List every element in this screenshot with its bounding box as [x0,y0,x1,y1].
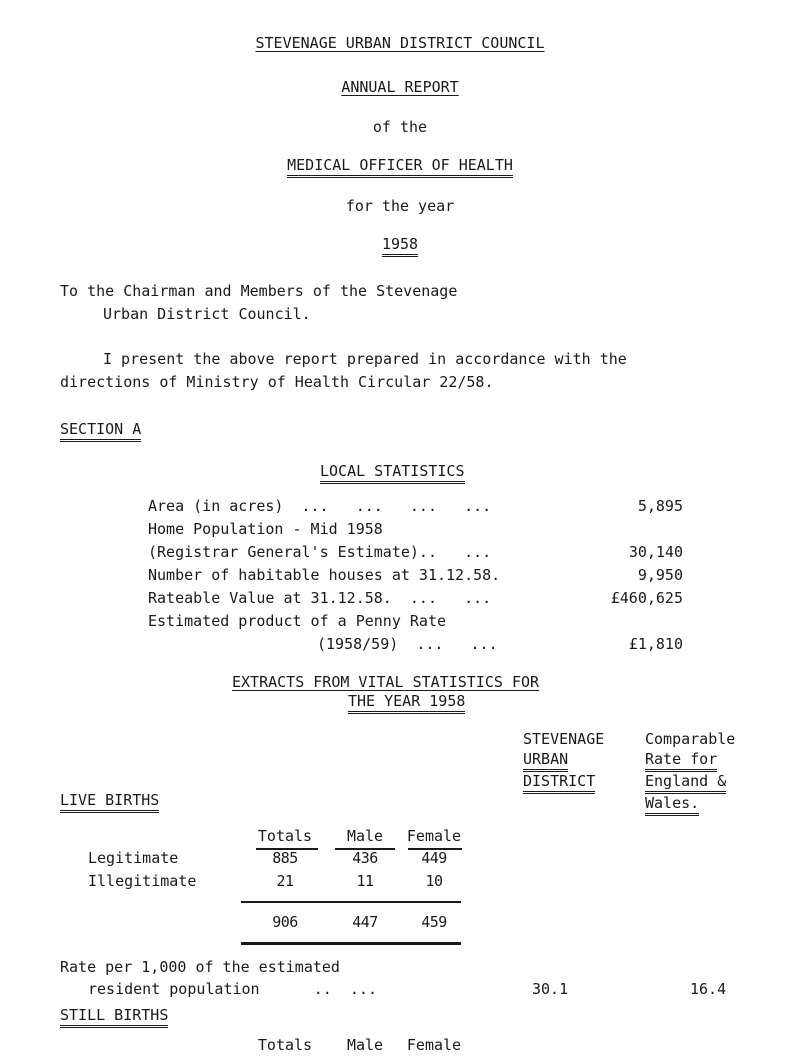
report-year: 1958 [0,235,800,253]
stat-label: Area (in acres) ... ... ... ... [148,497,492,515]
comparable-header-line: Rate for [645,750,717,768]
comparable-header-line: Comparable [645,730,736,748]
officer-title: MEDICAL OFFICER OF HEALTH [0,156,800,174]
col-header-male: Male [346,827,384,845]
cell-value: 449 [421,849,447,867]
report-title: ANNUAL REPORT [341,78,459,96]
stat-label: (Registrar General's Estimate).. ... [148,543,492,561]
total-value: 459 [421,913,447,931]
live-rate-line-2: resident population .. ... [88,980,377,998]
stat-value: 9,950 [637,566,683,584]
present-line-1: I present the above report prepared in accordance with the [103,350,627,368]
council-title: STEVENAGE URBAN DISTRICT COUNCIL [255,34,545,52]
section-title: SECTION A [60,420,141,438]
cell-value: 885 [272,849,298,867]
comparable-header-line: Wales. [645,794,699,812]
total-value: 447 [352,913,378,931]
stat-value: £460,625 [610,589,683,607]
address-line-1: To the Chairman and Members of the Stevenage [60,282,458,300]
total-value: 906 [272,913,298,931]
vital-title-line-2: THE YEAR 1958 [348,692,465,710]
col-header-totals: Totals [257,1036,313,1054]
stat-label: Estimated product of a Penny Rate [148,612,447,630]
cell-value: 10 [425,872,443,890]
cell-value: 436 [352,849,378,867]
address-line-2: Urban District Council. [103,305,311,323]
live-births-title: LIVE BIRTHS [60,791,159,809]
col-header-female: Female [406,1036,462,1054]
col-header-totals: Totals [257,827,313,845]
district-header-line: STEVENAGE [523,730,605,748]
local-stats-title: LOCAL STATISTICS [320,462,465,480]
vital-title-line-1: EXTRACTS FROM VITAL STATISTICS FOR [232,673,540,691]
live-rate-england: 16.4 [690,980,727,998]
stat-label: Home Population - Mid 1958 [148,520,383,538]
cell-value: 11 [356,872,374,890]
for-year-text: for the year [345,197,455,215]
cell-value: 21 [276,872,294,890]
col-header-female: Female [406,827,462,845]
stat-value: 30,140 [628,543,683,561]
row-label-legitimate: Legitimate [88,849,179,867]
stat-value: 5,895 [637,497,683,515]
district-header-line: URBAN [523,750,568,768]
stat-label: Rateable Value at 31.12.58. ... ... [148,589,492,607]
stat-label: Number of habitable houses at 31.12.58. [148,566,501,584]
still-births-title: STILL BIRTHS [60,1006,168,1024]
row-label-illegitimate: Illegitimate [88,872,197,890]
stat-label: (1958/59) ... ... [317,635,498,653]
comparable-header-line: England & [645,772,726,790]
live-rate-district: 30.1 [532,980,569,998]
stat-value: £1,810 [628,635,683,653]
present-line-2: directions of Ministry of Health Circular 22/58. [60,373,494,391]
district-header-line: DISTRICT [523,772,595,790]
col-header-male: Male [346,1036,384,1054]
live-rate-line-1: Rate per 1,000 of the estimated [60,958,340,976]
of-the-text: of the [372,118,428,136]
